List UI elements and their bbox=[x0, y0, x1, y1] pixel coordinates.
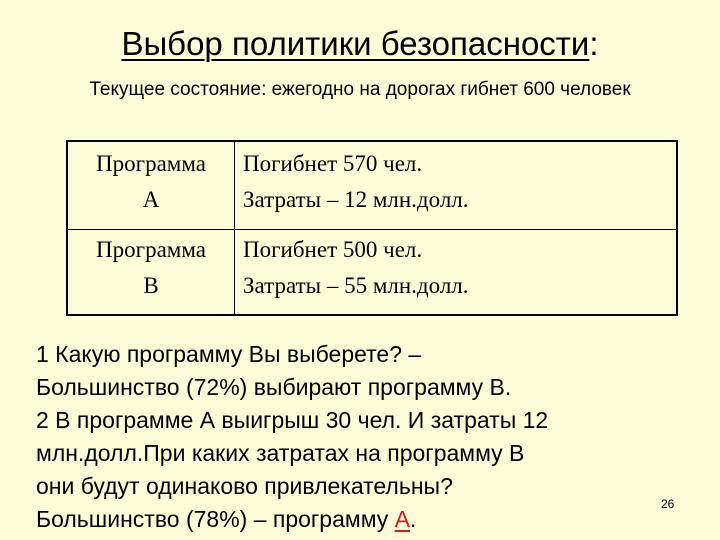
answer-highlight: А bbox=[394, 506, 411, 532]
slide-title-text: Выбор политики безопасности bbox=[121, 25, 590, 62]
question-block bbox=[36, 338, 686, 536]
program-b-name-line1: Программа bbox=[96, 236, 206, 262]
slide-title-colon: : bbox=[589, 25, 599, 62]
program-row-b bbox=[67, 229, 677, 315]
body-line-5: они будут одинаково привлекательны? bbox=[36, 473, 453, 499]
page-number: 26 bbox=[661, 497, 675, 511]
answer-suffix: . bbox=[410, 506, 417, 532]
answer-prefix: Большинство (78%) – программу bbox=[36, 506, 395, 532]
program-a-name-cell bbox=[67, 141, 235, 229]
program-a-deaths: Погибнет 570 чел. bbox=[243, 151, 423, 176]
program-b-deaths: Погибнет 500 чел. bbox=[243, 236, 423, 262]
body-line-4: млн.долл.При каких затратах на программу В bbox=[36, 440, 525, 466]
program-b-name-cell bbox=[67, 229, 235, 315]
program-a-costs: Затраты – 12 млн.долл. bbox=[243, 187, 469, 212]
body-line-3: 2 В программе А выигрыш 30 чел. И затраты 12 bbox=[36, 407, 549, 433]
program-b-details-cell bbox=[235, 229, 678, 315]
body-line-2: Большинство (72%) выбирают программу В. bbox=[36, 374, 512, 400]
program-a-name-line2: А bbox=[142, 187, 160, 212]
program-row-a bbox=[67, 141, 677, 229]
program-a-details-cell bbox=[235, 141, 678, 229]
slide-title bbox=[0, 22, 720, 66]
program-b-costs: Затраты – 55 млн.долл. bbox=[243, 272, 469, 298]
program-b-name-line2: В bbox=[143, 272, 159, 298]
answer-line bbox=[36, 503, 686, 536]
programs-table bbox=[66, 140, 678, 316]
program-a-name-line1: Программа bbox=[96, 151, 206, 176]
slide-subtitle: Текущее состояние: ежегодно на дорогах гибнет 600 человек bbox=[89, 79, 631, 100]
body-line-1: 1 Какую программу Вы выберете? – bbox=[36, 341, 422, 367]
